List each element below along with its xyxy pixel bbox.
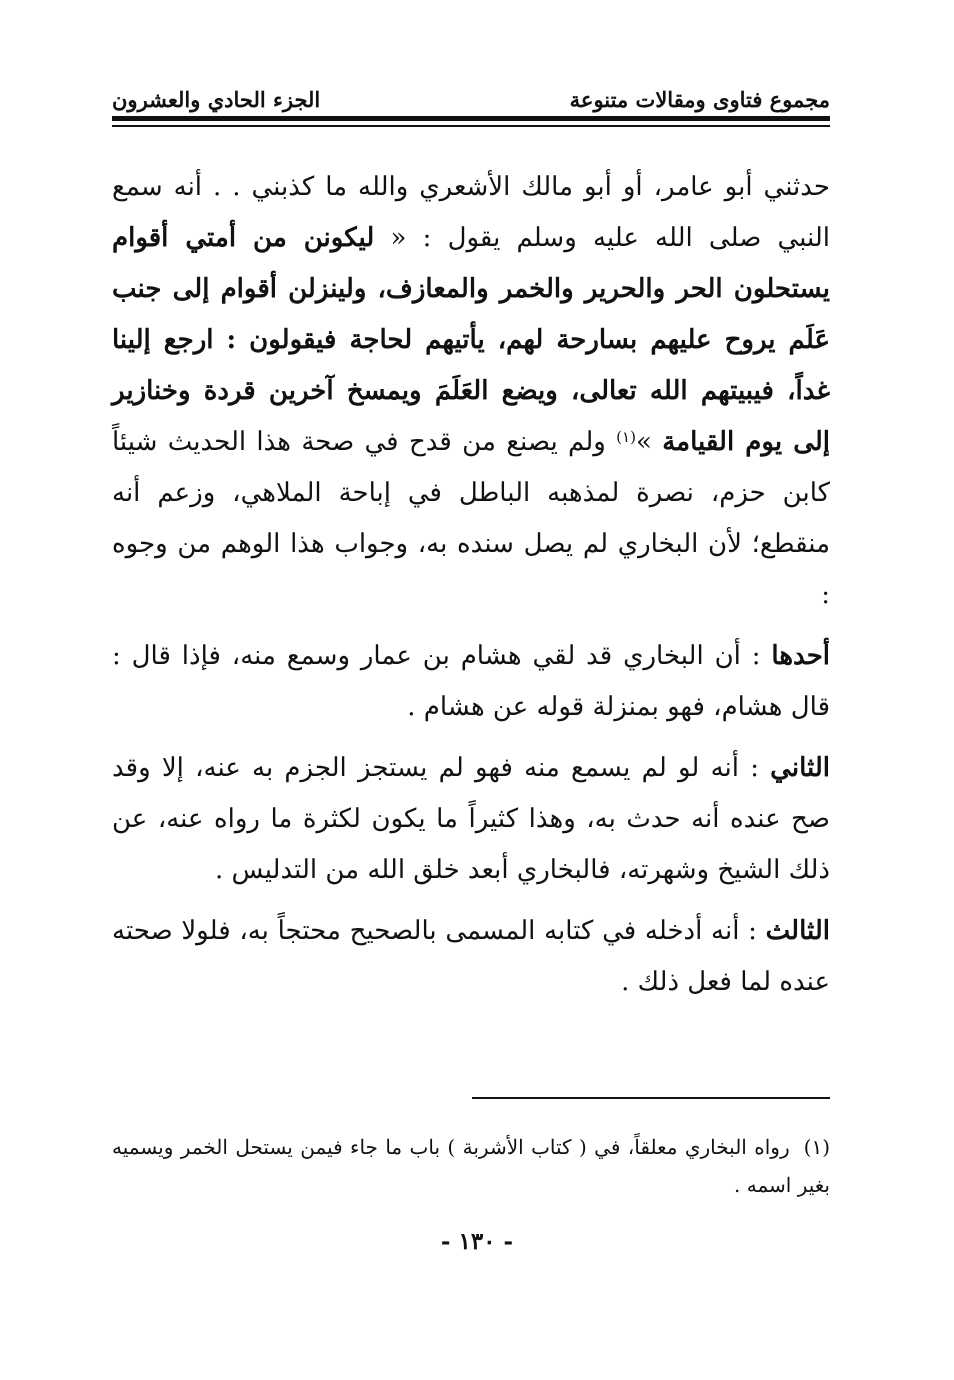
point-label: أحدها (771, 641, 830, 671)
footnote-ref: (١) (616, 428, 636, 446)
point-text: : أنه أدخله في كتابه المسمى بالصحيح محتجاً به، فلولا صحته عنده لما فعل ذلك . (112, 916, 830, 997)
footnote-number: (١) (803, 1135, 830, 1159)
footnote-separator (472, 1097, 830, 1099)
header-rule-thick (112, 116, 830, 121)
footnote (112, 1128, 830, 1204)
point-first (112, 631, 830, 733)
hadith-quote: ليكونن من أمتي أقوام يستحلون الحر والحرير والخمر والمعازف، ولينزلن أقوام إلى جنب عَلَم يروح عليهم بسارحة لهم، يأتيهم لحاجة فيقولون : ارجع إلينا غداً، فيبيتهم الله تعالى، ويضع العَلَمَ ويمسخ آخرين قردة وخنازير إلى يوم القيامة (112, 223, 831, 457)
header-rule-thin (112, 125, 830, 127)
header-book-title: مجموع فتاوى ومقالات متنوعة (569, 87, 830, 112)
point-text: : أنه لو لم يسمع منه فهو لم يستجز الجزم به عنه، إلا وقد صح عنده أنه حدث به، وهذا كثيراً ما يكون لكثرة ما رواه عنه، عن ذلك الشيخ وشهرته، فالبخاري أبعد خلق الله من التدليس . (112, 753, 830, 885)
header-volume: الجزء الحادي والعشرون (112, 87, 321, 112)
point-label: الثالث (765, 916, 830, 946)
quote-close: » (635, 427, 652, 457)
point-text: : أن البخاري قد لقي هشام بن عمار وسمع منه، فإذا قال : قال هشام، فهو بمنزلة قوله عن هشام . (112, 641, 830, 722)
page-header (112, 86, 830, 112)
page-body (112, 162, 830, 1018)
hadith-commentary: ولم يصنع من قدح في صحة هذا الحديث شيئاً كابن حزم، نصرة لمذهبه الباطل في إباحة الملاهي، وزعم أنه منقطع؛ لأن البخاري لم يصل سنده به، وجواب هذا الوهم من وجوه : (112, 427, 830, 610)
point-second (112, 743, 830, 896)
footnote-text: رواه البخاري معلقاً، في ( كتاب الأشربة ) باب ما جاء فيمن يستحل الخمر ويسميه بغير اسمه . (112, 1135, 830, 1197)
hadith-intro: حدثني أبو عامر، أو أبو مالك الأشعري والله ما كذبني . . أنه سمع النبي صلى الله عليه وسلم يقول : « (112, 172, 830, 253)
point-third (112, 906, 830, 1008)
paragraph-hadith (112, 162, 830, 621)
point-label: الثاني (770, 753, 830, 783)
page-number: - ١٣٠ - (440, 1228, 514, 1255)
